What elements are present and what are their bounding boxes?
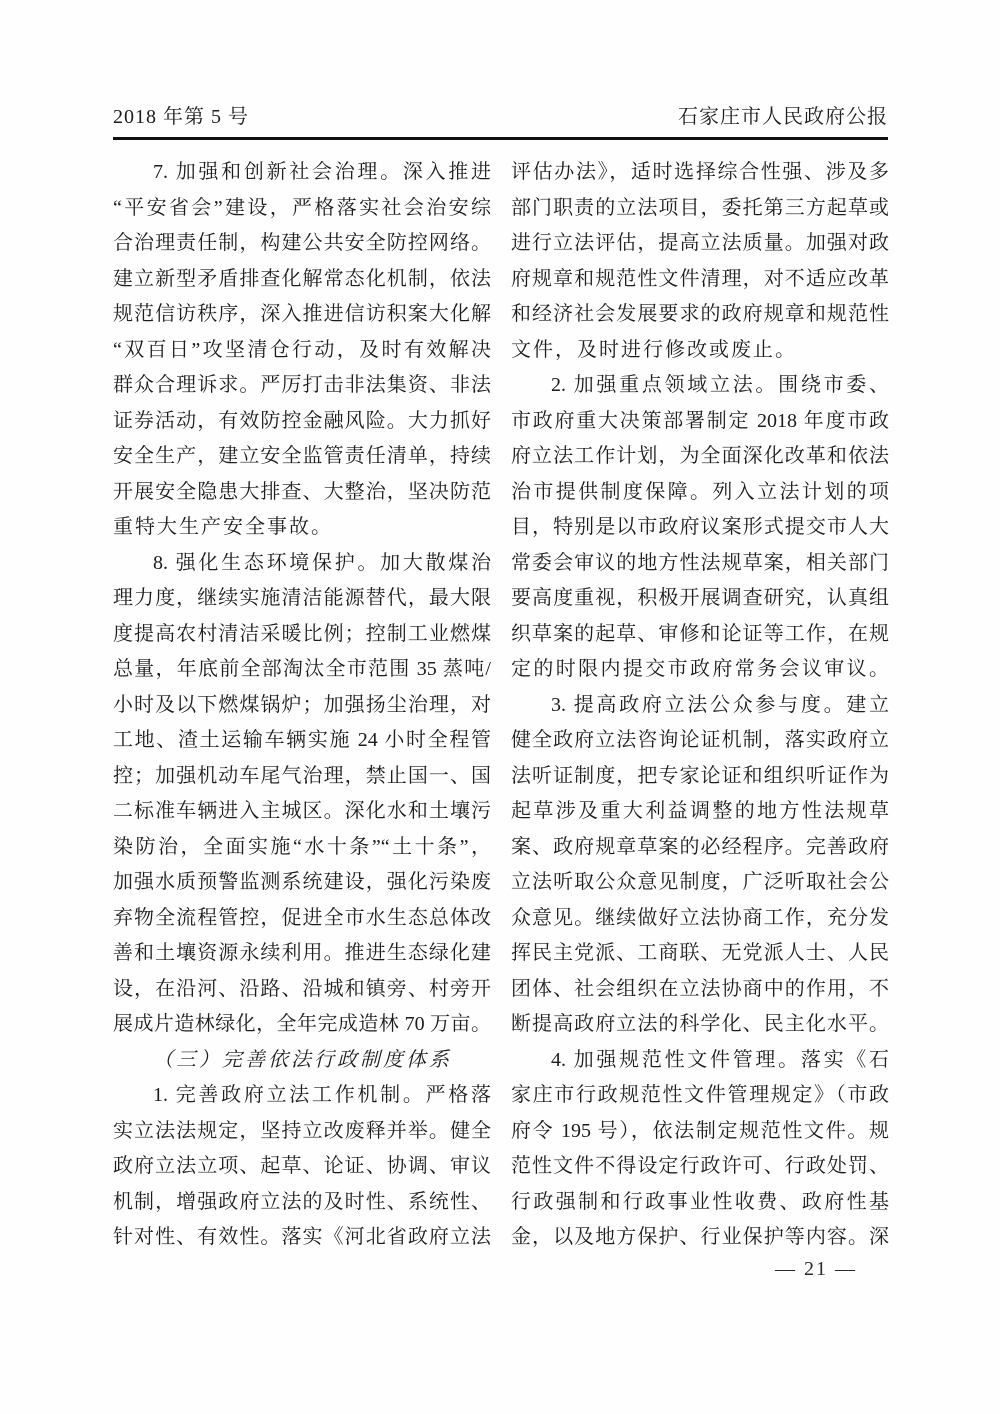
text-line: 弃物全流程管控，促进全市水生态总体改 [113, 906, 491, 929]
text-line: 针对性、有效性。落实《河北省政府立法 [113, 1226, 491, 1248]
text-line: 文件，及时进行修改或废止。 [511, 338, 797, 361]
text-line: 度提高农村清洁采暖比例；控制工业燃煤 [113, 622, 491, 645]
text-line: 法听证制度，把专家论证和组织听证作为 [511, 764, 889, 787]
text-line: 挥民主党派、工商联、无党派人士、人民 [511, 942, 889, 964]
text-line: 合治理责任制，构建公共安全防控网络。 [113, 232, 491, 254]
text-line: 开展安全隐患大排查、大整治，坚决防范 [113, 480, 491, 503]
text-line: 二标准车辆进入主城区。深化水和土壤污 [113, 800, 491, 822]
text-line: 治市提供制度保障。列入立法计划的项 [511, 480, 889, 503]
text-line: 目，特别是以市政府议案形式提交市人大 [511, 516, 889, 538]
text-line: 府立法工作计划，为全面深化改革和依法 [511, 445, 889, 467]
text-line: 行政强制和行政事业性收费、政府性基 [511, 1190, 889, 1213]
page-header [113, 100, 888, 129]
text-line: 家庄市行政规范性文件管理规定》（市政 [511, 1084, 889, 1106]
header-divider [113, 137, 888, 140]
text-line: 机制，增强政府立法的及时性、系统性、 [113, 1190, 491, 1213]
text-line: 群众合理诉求。严厉打击非法集资、非法 [113, 374, 491, 396]
text-line: 评估办法》，适时选择综合性强、涉及多 [511, 161, 889, 183]
text-line: 织草案的起草、审修和论证等工作，在规 [511, 622, 889, 645]
text-line: 2. 加强重点领域立法。围绕市委、 [551, 374, 889, 396]
text-line: 3. 提高政府立法公众参与度。建立 [551, 693, 889, 716]
text-line: （三）完善依法行政制度体系 [153, 1048, 452, 1071]
text-line: 1. 完善政府立法工作机制。严格落 [153, 1084, 491, 1106]
text-line: 安全生产，建立安全监管责任清单，持续 [113, 445, 491, 467]
text-line: 重特大生产安全事故。 [113, 516, 333, 538]
text-line: 理力度，继续实施清洁能源替代，最大限 [113, 587, 491, 609]
text-line: 染防治，全面实施“水十条”“土十条”， [113, 835, 491, 858]
page-number: — 21 — [775, 1258, 857, 1280]
text-line: 要高度重视，积极开展调查研究，认真组 [511, 587, 889, 609]
text-line: 8. 强化生态环境保护。加大散煤治 [153, 551, 491, 574]
document-body [113, 155, 889, 1256]
column-left [113, 155, 491, 1256]
text-line: 加强水质预警监测系统建设，强化污染废 [113, 871, 491, 893]
text-line: 团体、社会组织在立法协商中的作用，不 [511, 977, 889, 1000]
text-line: 府规章和规范性文件清理，对不适应改革 [511, 267, 889, 290]
text-line: 定的时限内提交市政府常务会议审议。 [511, 658, 889, 680]
text-line: 设，在沿河、沿路、沿城和镇旁、村旁开 [113, 977, 491, 1000]
text-line: 起草涉及重大利益调整的地方性法规草 [511, 800, 889, 822]
text-line: 断提高政府立法的科学化、民主化水平。 [511, 1013, 889, 1035]
text-line: 4. 加强规范性文件管理。落实《石 [551, 1048, 889, 1071]
text-line: 实立法法规定，坚持立改废释并举。健全 [113, 1119, 491, 1142]
text-line: 控；加强机动车尾气治理，禁止国一、国 [113, 764, 491, 787]
text-line: 和经济社会发展要求的政府规章和规范性 [511, 303, 889, 325]
text-line: 政府立法立项、起草、论证、协调、审议 [113, 1155, 491, 1177]
text-line: “平安省会”建设，严格落实社会治安综 [113, 196, 491, 219]
text-line: 工地、渣土运输车辆实施 24 小时全程管 [113, 729, 491, 751]
text-line: 规范信访秩序，深入推进信访积案大化解 [113, 303, 491, 325]
column-right [511, 155, 889, 1256]
text-line: 金，以及地方保护、行业保护等内容。深 [511, 1226, 889, 1248]
text-line: 健全政府立法咨询论证机制，落实政府立 [511, 729, 889, 751]
text-line: 总量，年底前全部淘汰全市范围 35 蒸吨/ [113, 658, 491, 680]
text-line: 建立新型矛盾排查化解常态化机制，依法 [113, 267, 491, 290]
text-line: 案、政府规章草案的必经程序。完善政府 [511, 835, 889, 858]
header-issue-number: 2018 年第 5 号 [113, 106, 249, 128]
text-line: 常委会审议的地方性法规草案，相关部门 [511, 551, 889, 574]
text-line: 7. 加强和创新社会治理。深入推进 [153, 161, 491, 183]
text-line: 众意见。继续做好立法协商工作，充分发 [511, 906, 889, 929]
text-line: 小时及以下燃煤锅炉；加强扬尘治理，对 [113, 693, 491, 716]
text-line: 展成片造林绿化，全年完成造林 70 万亩。 [113, 1013, 491, 1035]
text-line: 市政府重大决策部署制定 2018 年度市政 [511, 409, 889, 432]
text-line: 府令 195 号），依法制定规范性文件。规 [511, 1119, 889, 1142]
text-line: 范性文件不得设定行政许可、行政处罚、 [511, 1155, 889, 1177]
text-line: “双百日”攻坚清仓行动，及时有效解决 [113, 338, 491, 361]
header-publication-title: 石家庄市人民政府公报 [678, 106, 888, 128]
text-line: 善和土壤资源永续利用。推进生态绿化建 [113, 942, 491, 964]
text-line: 进行立法评估，提高立法质量。加强对政 [511, 232, 889, 254]
text-line: 立法听取公众意见制度，广泛听取社会公 [511, 871, 889, 893]
text-line: 部门职责的立法项目，委托第三方起草或 [511, 196, 889, 219]
text-line: 证券活动，有效防控金融风险。大力抓好 [113, 409, 491, 432]
